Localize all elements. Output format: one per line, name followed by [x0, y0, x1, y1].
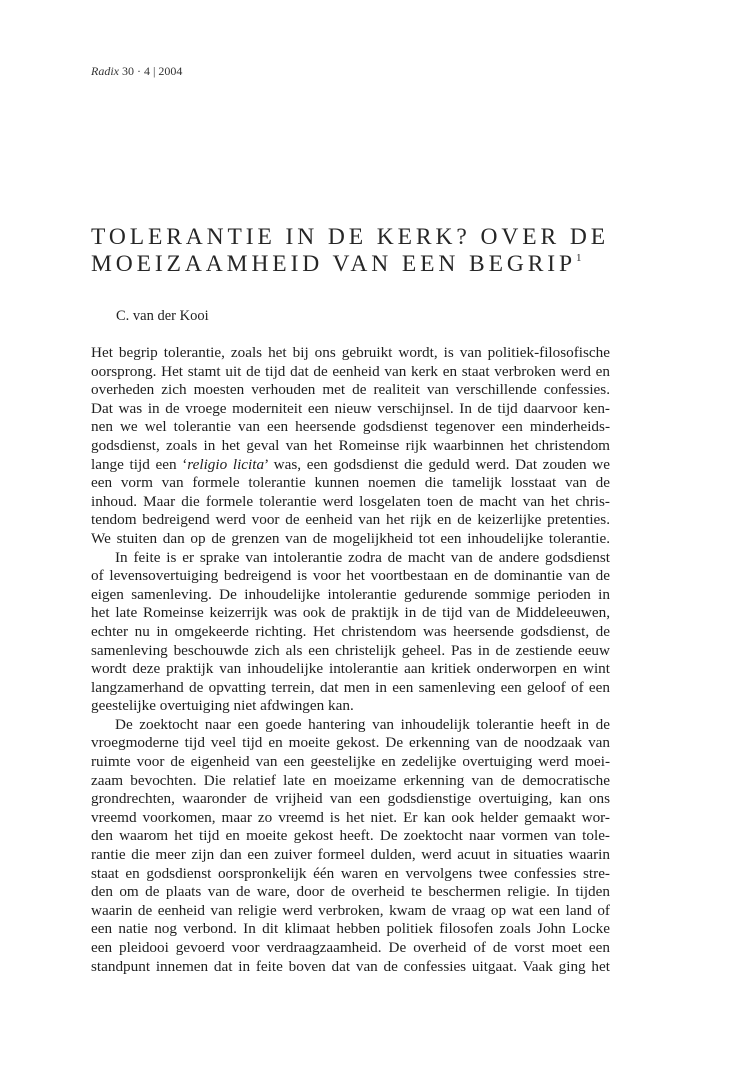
paragraph-3: [91, 716, 610, 976]
text-line: een pleidooi gevoerd voor verdraagzaamheid. De overheid of de vorst moet een: [91, 939, 610, 956]
text-line: Het begrip tolerantie, zoals het bij ons gebruikt wordt, is van politiek-filosofische: [91, 344, 610, 361]
text-line: nen we wel tolerantie van een heersende godsdienst tegenover een minderheids-: [91, 418, 610, 436]
text-line: geestelijke overtuiging niet afdwingen kan.: [91, 697, 354, 715]
text-line: Dat was in de vroege moderniteit een nieuw verschijnsel. In de tijd daarvoor ken-: [91, 399, 610, 417]
text-line: grondrechten, waaronder de vrijheid van een godsdienstige overtuiging, kan ons: [91, 790, 610, 808]
text-line: godsdienst, zoals in het geval van het Romeinse rijk waarbinnen het christendom: [91, 436, 610, 454]
latin-phrase: religio licita: [187, 455, 265, 473]
article-body: [91, 344, 610, 976]
text-line: In feite is er sprake van intolerantie zodra de macht van de andere godsdienst: [115, 548, 610, 566]
text-line: vreemd voorkomen, maar zo vreemd is het niet. Er kan ook helder gemaakt wor-: [91, 808, 610, 826]
paragraph-1: [91, 344, 610, 549]
text-line: den waarom het tijd en moeite gekost heeft. De zoektocht naar vormen van tole-: [91, 827, 610, 845]
author-name: C. van der Kooi: [116, 308, 209, 324]
text-line: overheden zich moesten verhouden met de realiteit van verschillende confessies.: [91, 381, 610, 399]
text-line: lange tijd een ‘religio licita’ was, een godsdienst die geduld werd. Dat zouden we: [91, 455, 610, 473]
title-line-2-text: MOEIZAAMHEID VAN EEN BEGRIP: [91, 251, 576, 277]
title-line-2: [91, 251, 651, 278]
text-line: wordt deze praktijk van inhoudelijke intolerantie aan kritiek onderworpen en wint: [91, 660, 610, 678]
text-line: het late Romeinse keizerrijk was ook de praktijk in de tijd van de Middeleeuwen,: [91, 604, 610, 622]
footnote-marker[interactable]: 1: [576, 252, 582, 264]
text-line: waarin de eenheid van religie werd verbroken, kwam de vraag op wat een land of: [91, 901, 610, 919]
text-line: eigen samenleving. De inhoudelijke intolerantie gedurende sommige perioden in: [91, 585, 610, 603]
text-line: rantie die meer zijn dan een zuiver formeel dulden, werd acuut in situaties waarin: [91, 846, 610, 864]
text-line: inhoud. Maar die formele tolerantie werd losgelaten toen de macht van het chris-: [91, 492, 610, 510]
text-line: staat en godsdienst oorspronkelijk één waren en vervolgens twee confessies stre-: [91, 864, 610, 882]
text-line: echter nu in omgekeerde richting. Het christendom was heersende godsdienst, de: [91, 622, 610, 640]
paragraph-2: [91, 549, 610, 716]
text-line: oorsprong. Het stamt uit de tijd dat de eenheid van kerk en staat verbroken werd en: [91, 362, 610, 380]
article-title: [91, 224, 651, 278]
text-line: of levensovertuiging bedreigend is voor het voortbestaan en de dominantie van de: [91, 567, 610, 585]
text-line: ruimte voor de eigenheid van een geestelijke en zedelijke overtuiging werd moei-: [91, 753, 610, 771]
running-head: [91, 63, 182, 79]
text-line: tendom bedreigend werd voor de eenheid van het rijk en de keizerlijke pretenties.: [91, 511, 610, 529]
text-line: vroegmoderne tijd veel tijd en moeite gekost. De erkenning van de noodzaak van: [91, 734, 610, 752]
text-line: De zoektocht naar een goede hantering van inhoudelijk tolerantie heeft in de: [115, 715, 610, 733]
text-line: langzamerhand de opvatting terrein, dat men in een samenleving een geloof of een: [91, 678, 610, 696]
issue-info: 30 · 4 | 2004: [122, 64, 183, 78]
title-line-1: TOLERANTIE IN DE KERK? OVER DE: [91, 224, 609, 250]
text-line: zaam bevochten. Die relatief late en moeizame erkenning van de democratische: [91, 771, 610, 789]
text-line: den om de plaats van de ware, door de overheid te beschermen religie. In tijden: [91, 883, 610, 901]
text-line: een vorm van formele tolerantie kunnen noemen die tamelijk losstaat van de: [91, 474, 610, 492]
text-line: standpunt innemen dat in feite boven dat van de confessies uitgaat. Vaak ging het: [91, 957, 610, 975]
text-line: een natie nog verbond. In dit klimaat hebben politiek filosofen zoals John Locke: [91, 920, 610, 938]
journal-name: Radix: [91, 64, 119, 78]
text-line: We stuiten dan op de grenzen van de mogelijkheid tot een inhoudelijke tolerantie.: [91, 529, 610, 547]
text-line: samenleving beschouwde zich als een christelijk geheel. Pas in de zestiende eeuw: [91, 641, 610, 659]
